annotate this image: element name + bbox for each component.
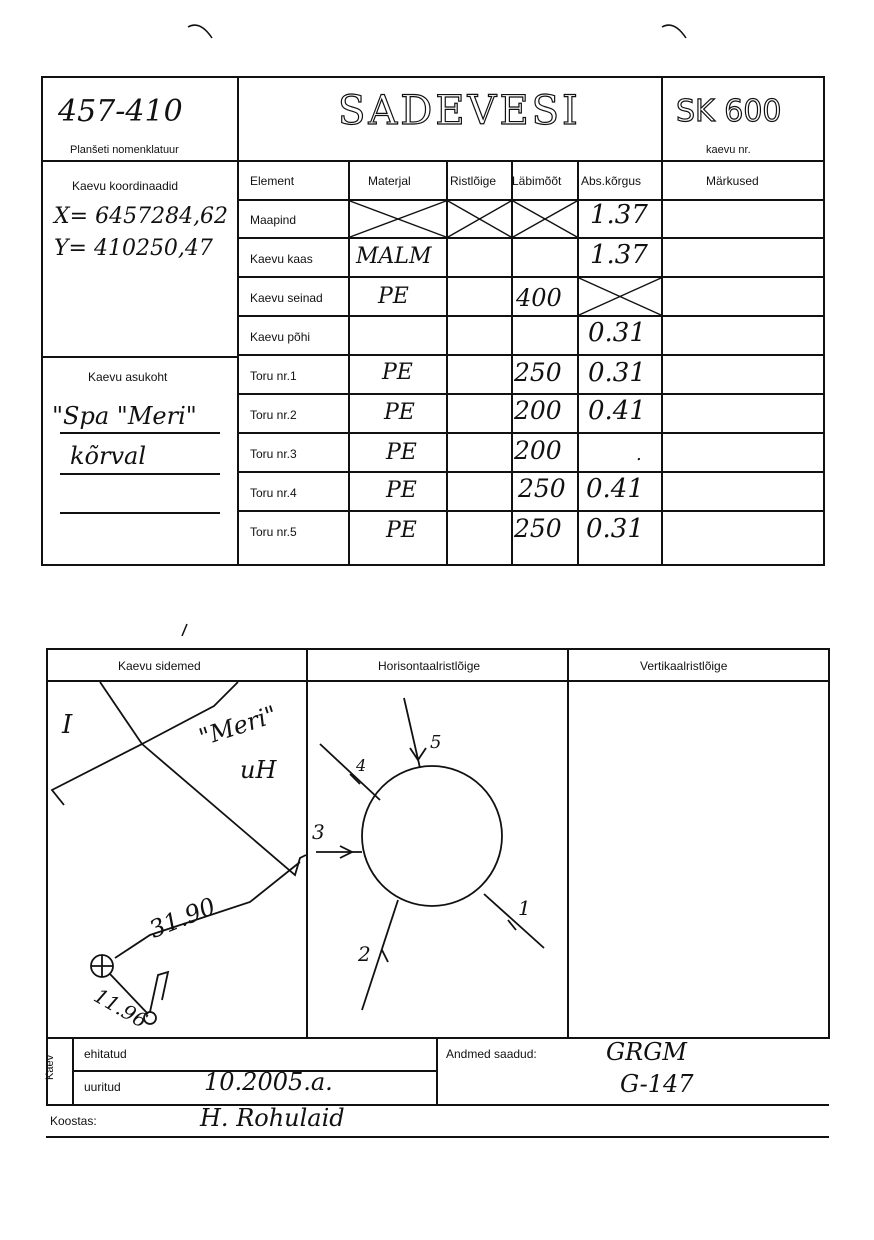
row-element: Kaevu põhi: [250, 330, 311, 344]
location-label: Kaevu asukoht: [88, 370, 168, 384]
row-element: Maapind: [250, 213, 297, 227]
row-diameter: 200: [514, 436, 562, 465]
built-label: ehitatud: [84, 1047, 127, 1061]
row-material: PE: [386, 440, 417, 465]
row-material: PE: [382, 360, 413, 385]
row-diameter: 250: [518, 474, 566, 503]
row-element: Toru nr.2: [250, 408, 297, 422]
page-title: SADEVESI: [338, 88, 581, 134]
well-number-label: kaevu nr.: [706, 144, 751, 156]
row-element: Kaevu seinad: [250, 291, 323, 305]
distance-label: 31.90: [145, 892, 220, 944]
data-source-label: Andmed saadud:: [446, 1047, 537, 1061]
building-name: "Meri": [195, 700, 281, 752]
row-diameter: 250: [514, 358, 562, 387]
location-line2: kõrval: [70, 442, 147, 470]
pipe-1-label: 1: [518, 896, 531, 920]
col-diameter: Läbimõõt: [512, 174, 562, 188]
row-element: Toru nr.1: [250, 369, 297, 383]
coordinate-x: X= 6457284,62: [54, 204, 229, 229]
col-material: Materjal: [368, 174, 411, 188]
row-material: MALM: [356, 244, 432, 269]
row-diameter: 250: [514, 514, 562, 543]
row-abs: 0.41: [586, 474, 644, 504]
data-source-value-1: GRGM: [606, 1038, 687, 1066]
pipe-5-label: 5: [430, 732, 442, 753]
data-source-value-2: G-147: [620, 1070, 694, 1098]
col-cross-section: Ristlõige: [450, 174, 497, 188]
row-material: PE: [386, 478, 417, 503]
pipe-2-label: 2: [358, 942, 371, 966]
sketch-col-vertical: Vertikaalristlõige: [640, 659, 728, 673]
col-abs-height: Abs.kõrgus: [581, 174, 642, 188]
compiled-label: Koostas:: [50, 1114, 97, 1128]
row-diameter: 200: [514, 396, 562, 425]
depth-label: 11.96: [89, 983, 152, 1033]
row-abs: 0.31: [588, 318, 646, 348]
compiled-value: H. Rohulaid: [200, 1104, 345, 1132]
row-element: Toru nr.4: [250, 486, 297, 500]
well-number-value: SK 600: [676, 94, 782, 129]
col-remarks: Märkused: [706, 174, 759, 188]
nomenclature-label: Planšeti nomenklatuur: [70, 144, 179, 156]
row-abs: 0.31: [588, 358, 646, 388]
sketch-col-connections: Kaevu sidemed: [118, 659, 201, 673]
row-material: PE: [378, 284, 409, 309]
coordinate-y: Y= 410250,47: [54, 236, 213, 261]
row-diameter: 400: [516, 284, 562, 312]
street-label: uH: [240, 756, 277, 784]
row-element: Toru nr.5: [250, 525, 297, 539]
row-element: Kaevu kaas: [250, 252, 313, 266]
mark-i: I: [62, 710, 73, 740]
surveyed-value: 10.2005.a.: [204, 1068, 333, 1096]
row-abs: 0.41: [588, 396, 646, 426]
surveyed-label: uuritud: [84, 1080, 121, 1094]
pipe-4-label: 4: [356, 756, 367, 775]
row-abs: 1.37: [590, 240, 648, 270]
pipe-3-label: 3: [312, 820, 325, 844]
row-abs: 0.31: [586, 514, 644, 544]
col-element: Element: [250, 174, 295, 188]
row-abs: 1.37: [590, 200, 648, 230]
nomenclature-value: 457-410: [58, 94, 183, 129]
coordinates-label: Kaevu koordinaadid: [72, 179, 179, 193]
row-abs: .: [636, 444, 642, 465]
sketch-col-horizontal: Horisontaalristlõige: [378, 659, 481, 673]
row-element: Toru nr.3: [250, 447, 297, 461]
location-line1: "Spa "Meri": [52, 402, 197, 430]
footer-vertical-label: Kaev: [44, 1054, 56, 1080]
row-material: PE: [386, 518, 417, 543]
row-material: PE: [384, 400, 415, 425]
